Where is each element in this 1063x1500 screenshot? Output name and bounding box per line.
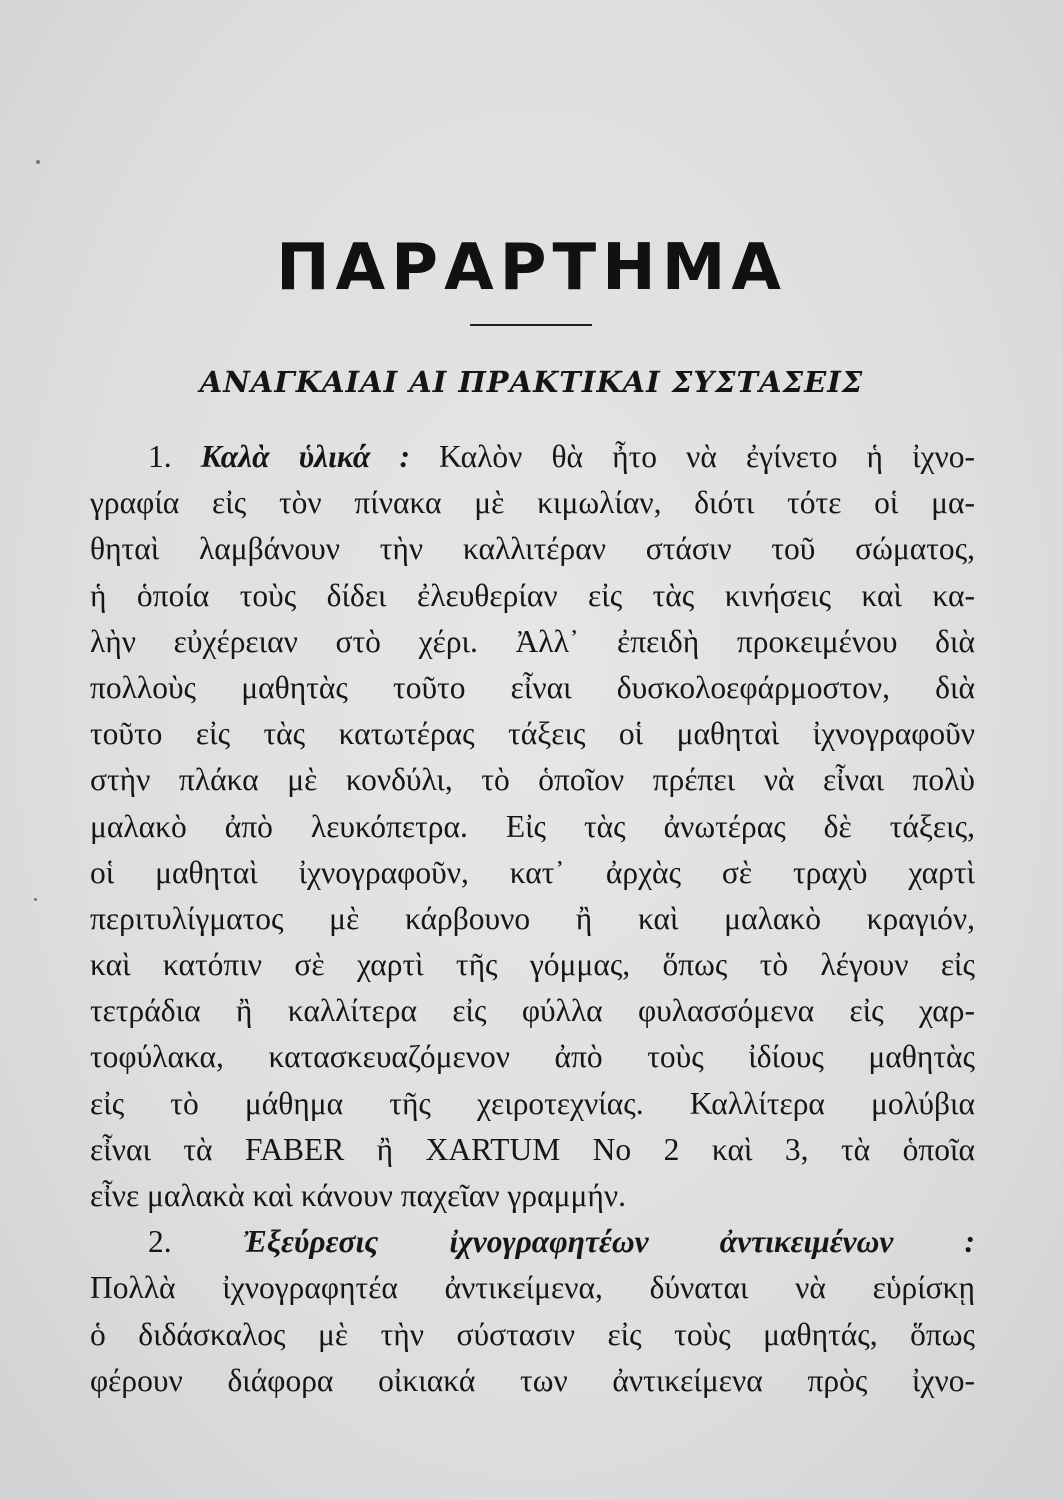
section-1-line: λὴν εὐχέρειαν στὸ χέρι. Ἀλλ᾿ ἐπειδὴ προκειμένου διὰ [90, 623, 975, 659]
section-2-number: 2. [148, 1224, 172, 1260]
body-text [90, 434, 975, 1404]
section-1-heading-text: Καλὰ ὑλικά : [200, 439, 410, 474]
section-1-number: 1. [148, 439, 172, 474]
section-2-line: φέρουν διάφορα οἰκιακά των ἀντικείμενα πρὸς ἰχνο- [90, 1362, 975, 1398]
section-1-line: στὴν πλάκα μὲ κονδύλι, τὸ ὁποῖον πρέπει νὰ εἶναι πολὺ [90, 762, 975, 798]
section-1-line: περιτυλίγματος μὲ κάρβουνο ἢ καὶ μαλακὸ κραγιόν, [90, 900, 975, 936]
section-1-line: γραφία εἰς τὸν πίνακα μὲ κιμωλίαν, διότι τότε οἱ μα- [90, 485, 975, 521]
section-2-line: Πολλὰ ἰχνογραφητέα ἀντικείμενα, δύναται νὰ εὑρίσκῃ [90, 1270, 975, 1306]
section-1-line: εἶνε μαλακὰ καὶ κάνουν παχεῖαν γραμμήν. [90, 1178, 626, 1213]
title-rule [470, 324, 592, 326]
section-2-first-line [90, 1219, 975, 1265]
paper-speck [36, 160, 40, 164]
section-1-line: καὶ κατόπιν σὲ χαρτὶ τῆς γόμμας, ὅπως τὸ λέγουν εἰς [90, 947, 975, 983]
section-2-heading [148, 1224, 975, 1259]
section-1-line: εἶναι τὰ FABER ἢ XARTUM No 2 καὶ 3, τὰ ὁποῖα [90, 1131, 975, 1167]
section-1-line: πολλοὺς μαθητὰς τοῦτο εἶναι δυσκολοεφάρμοστον, διὰ [90, 669, 975, 705]
page-title: ΠΑΡΑΡΤΗΜΑ [276, 231, 787, 305]
paper-speck [34, 898, 37, 901]
page-subtitle: ΑΝΑΓΚΑΙΑΙ ΑΙ ΠΡΑΚΤΙΚΑΙ ΣΥΣΤΑΣΕΙΣ [199, 365, 864, 399]
section-1-line-text: Καλὸν θὰ ἦτο νὰ ἐγίνετο ἡ ἰχνο- [439, 439, 976, 474]
section-1-line: τοφύλακα, κατασκευαζόμενον ἀπὸ τοὺς ἰδίους μαθητὰς [90, 1039, 975, 1075]
section-1-line: τετράδια ἢ καλλίτερα εἰς φύλλα φυλασσόμενα εἰς χαρ- [90, 993, 975, 1029]
section-2-line: ὁ διδάσκαλος μὲ τὴν σύστασιν εἰς τοὺς μαθητάς, ὅπως [90, 1316, 975, 1352]
section-1-line: ἡ ὁποία τοὺς δίδει ἐλευθερίαν εἰς τὰς κινήσεις καὶ κα- [90, 577, 975, 613]
section-2-heading-text: Ἐξεύρεσις ἰχνογραφητέων ἀντικειμένων : [242, 1224, 975, 1260]
section-1-line: οἱ μαθηταὶ ἰχνογραφοῦν, κατ᾿ ἀρχὰς σὲ τραχὺ χαρτὶ [90, 854, 975, 890]
section-1-line: θηταὶ λαμβάνουν τὴν καλλιτέραν στάσιν τοῦ σώματος, [90, 531, 975, 567]
section-1-first-line [90, 434, 975, 480]
section-1-line: μαλακὸ ἀπὸ λευκόπετρα. Εἰς τὰς ἀνωτέρας δὲ τάξεις, [90, 808, 975, 844]
section-1-line: τοῦτο εἰς τὰς κατωτέρας τάξεις οἱ μαθηταὶ ἰχνογραφοῦν [90, 716, 975, 752]
section-1-line: εἰς τὸ μάθημα τῆς χειροτεχνίας. Καλλίτερα μολύβια [90, 1085, 975, 1121]
section-1-heading [148, 439, 410, 474]
